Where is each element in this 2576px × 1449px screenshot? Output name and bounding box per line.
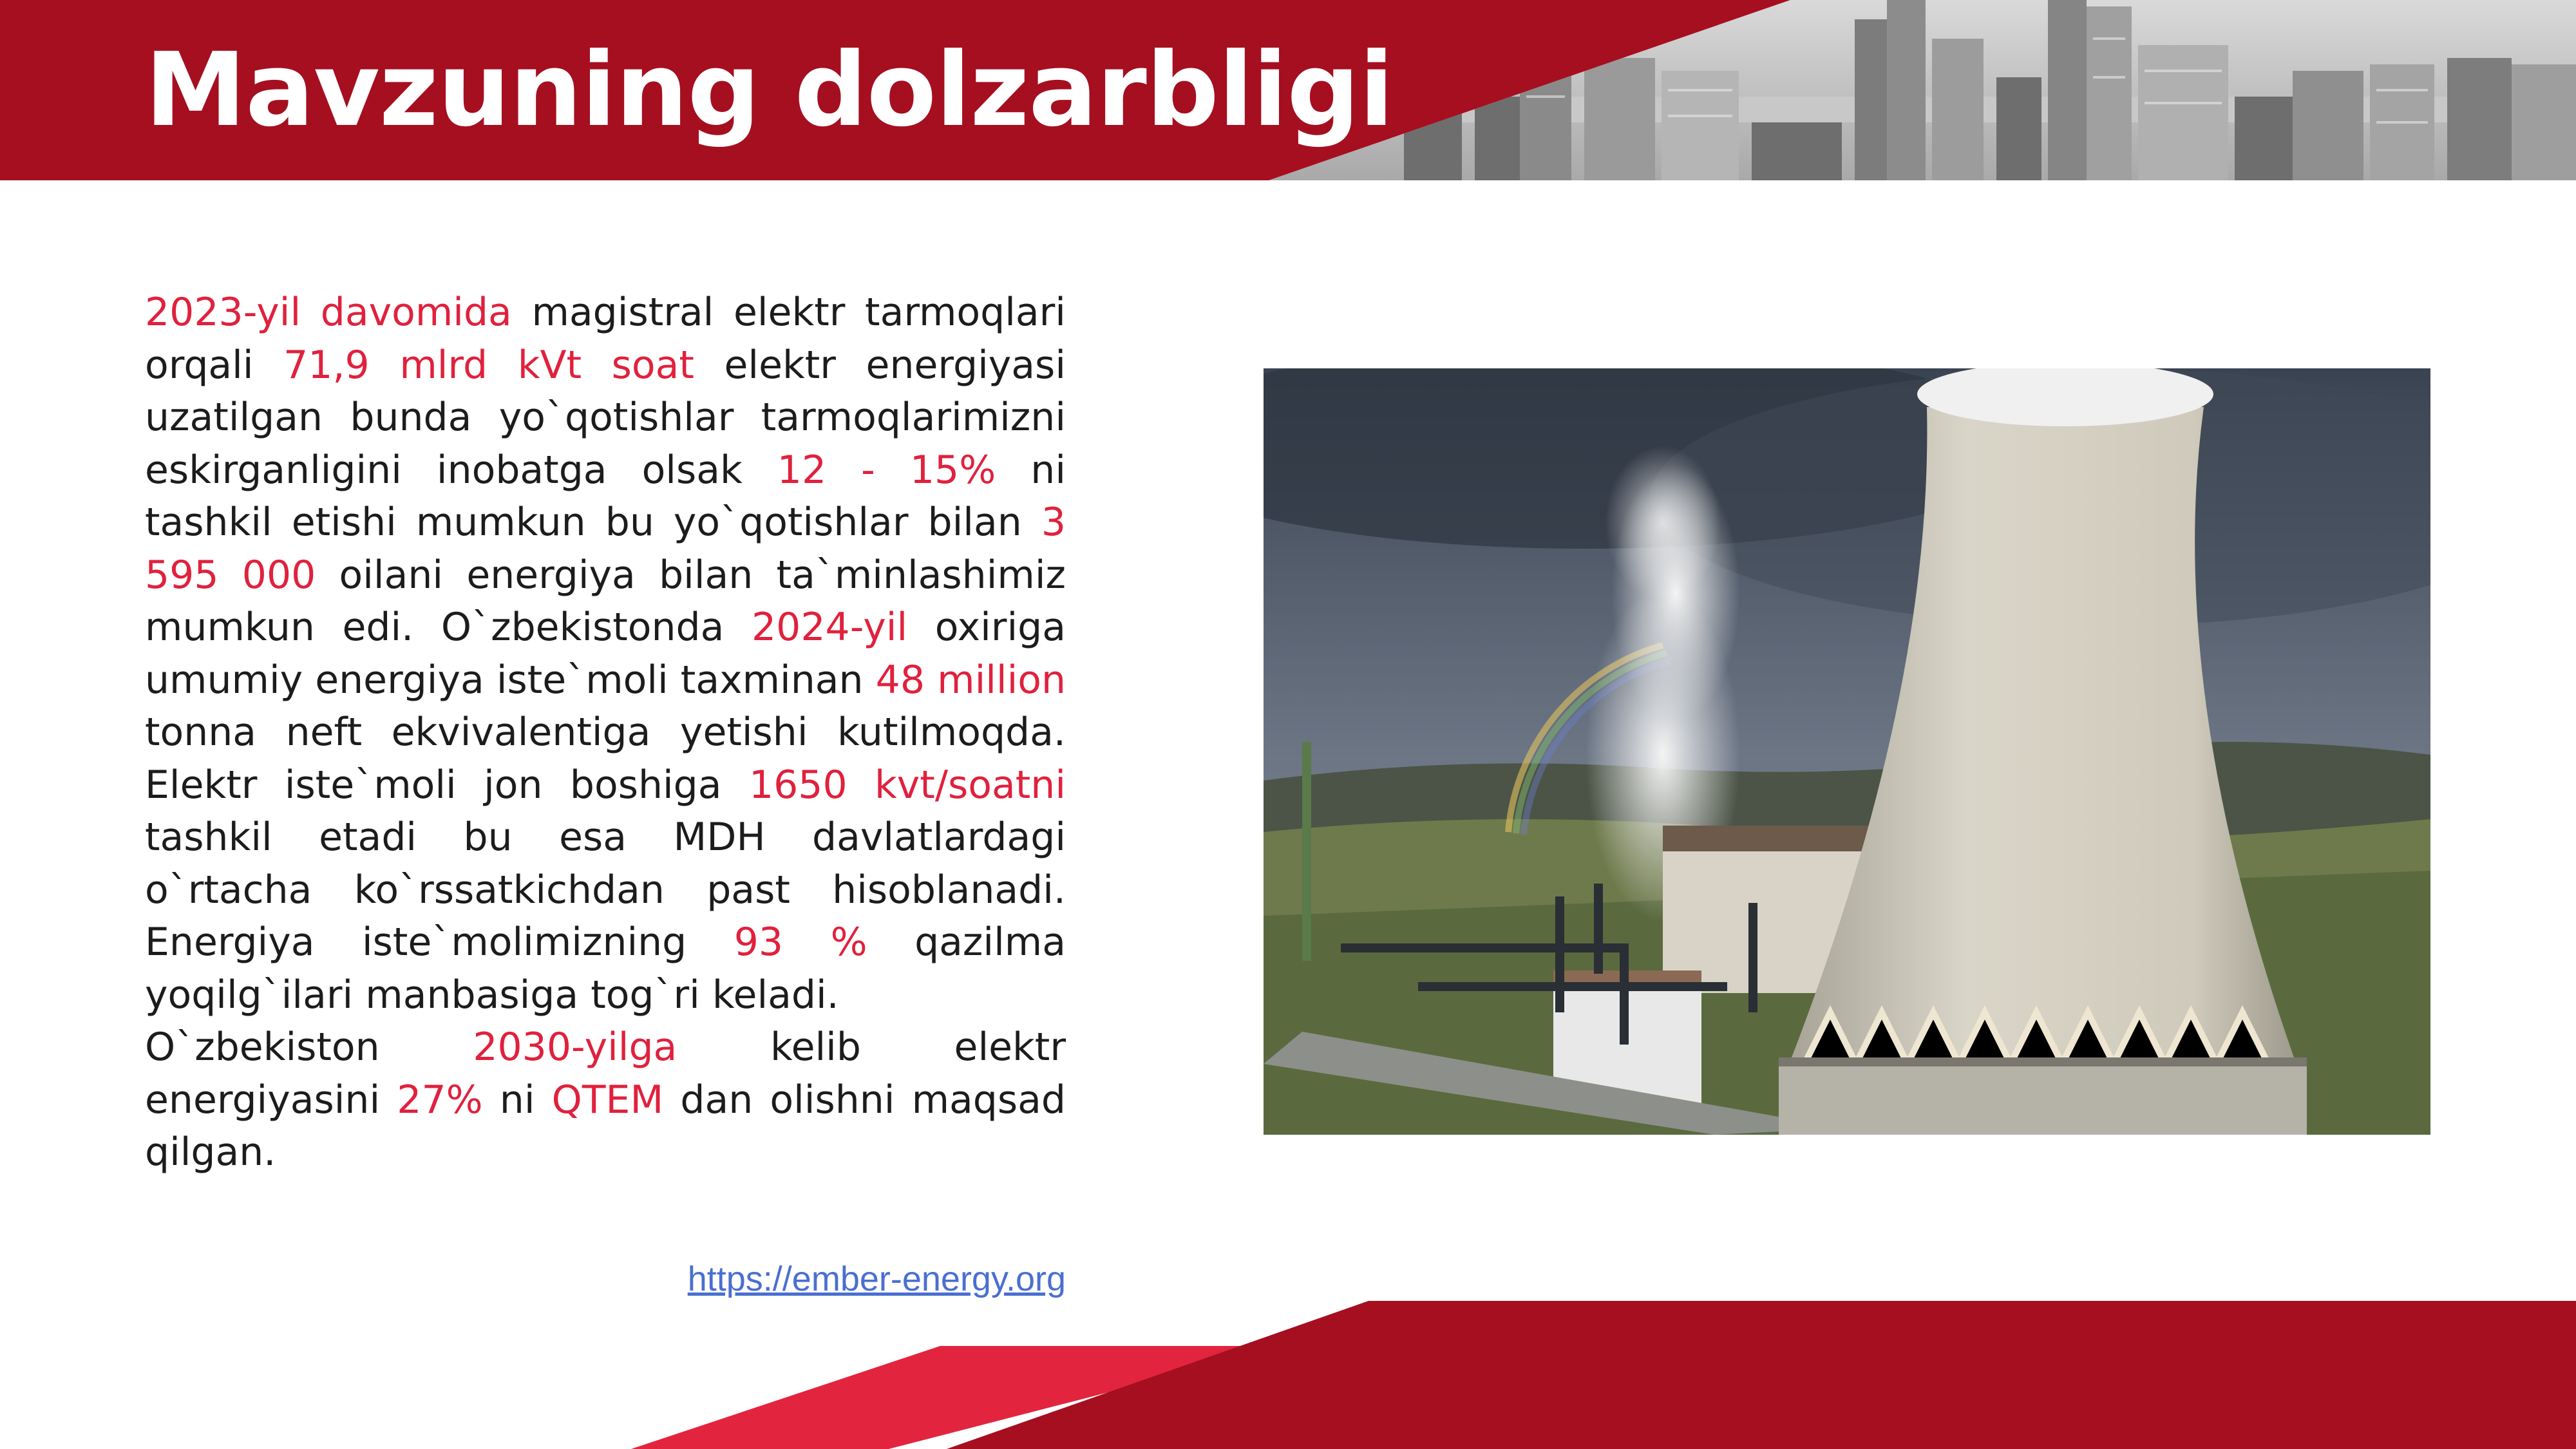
text-segment: tashkil etadi bu esa MDH davlatlardagi o`rtacha ko`rssatkichdan past hisoblanadi. Energiya iste`molimizning: [145, 815, 1066, 965]
highlight-energy-consumption: 48 million: [875, 657, 1066, 703]
text-segment: O`zbekiston: [145, 1025, 473, 1070]
text-segment: ni tashkil etishi mumkun bu yo`qotishlar bilan: [145, 447, 1066, 545]
text-segment: dan olishni maqsad qilgan.: [145, 1077, 1066, 1175]
highlight-renewable-share: 27%: [397, 1077, 483, 1122]
paragraph-energy-losses: [145, 287, 1066, 1021]
text-segment: tonna neft ekvivalentiga yetishi kutilmoqda. Elektr iste`moli jon boshiga: [145, 710, 1066, 808]
cooling-tower-photo: [1264, 368, 2430, 1135]
source-link[interactable]: https://ember-energy.org: [687, 1260, 1066, 1298]
highlight-fossil-share: 93 %: [734, 920, 867, 965]
footer-dark-shape: [947, 1301, 2576, 1449]
text-segment: oilani energiya bilan ta`minlashimiz mumkun edi. O`zbekistonda: [145, 552, 1066, 650]
text-segment: oxiriga umumiy energiya iste`moli taxminan: [145, 605, 1066, 703]
highlight-per-capita: 1650 kvt/soatni: [748, 762, 1066, 808]
slide-title: Mavzuning dolzarbligi: [145, 31, 1394, 149]
highlight-loss-percent: 12 - 15%: [777, 447, 996, 493]
text-segment: elektr energiyasi uzatilgan bunda yo`qotishlar tarmoqlarimizni eskirganligini inobatga olsak: [145, 342, 1066, 493]
text-segment: ni: [482, 1077, 552, 1122]
text-segment: kelib elektr energiyasini: [145, 1025, 1066, 1122]
text-segment: magistral elektr tarmoqlari orqali: [145, 290, 1066, 388]
highlight-families-count: 3 595 000: [145, 500, 1066, 598]
highlight-year-2030: 2030-yilga: [473, 1025, 677, 1070]
highlight-qtem: QTEM: [551, 1077, 664, 1122]
highlight-year-2024: 2024-yil: [752, 605, 908, 650]
highlight-year-2023: 2023-yil davomida: [145, 290, 512, 335]
text-segment: qazilma yoqilg`ilari manbasiga tog`ri keladi.: [145, 920, 1066, 1018]
body-text: [145, 287, 1066, 1179]
paragraph-renewable-goal: [145, 1021, 1066, 1179]
highlight-transmitted-energy: 71,9 mlrd kVt soat: [283, 342, 694, 388]
footer-banner: [0, 1301, 2576, 1449]
